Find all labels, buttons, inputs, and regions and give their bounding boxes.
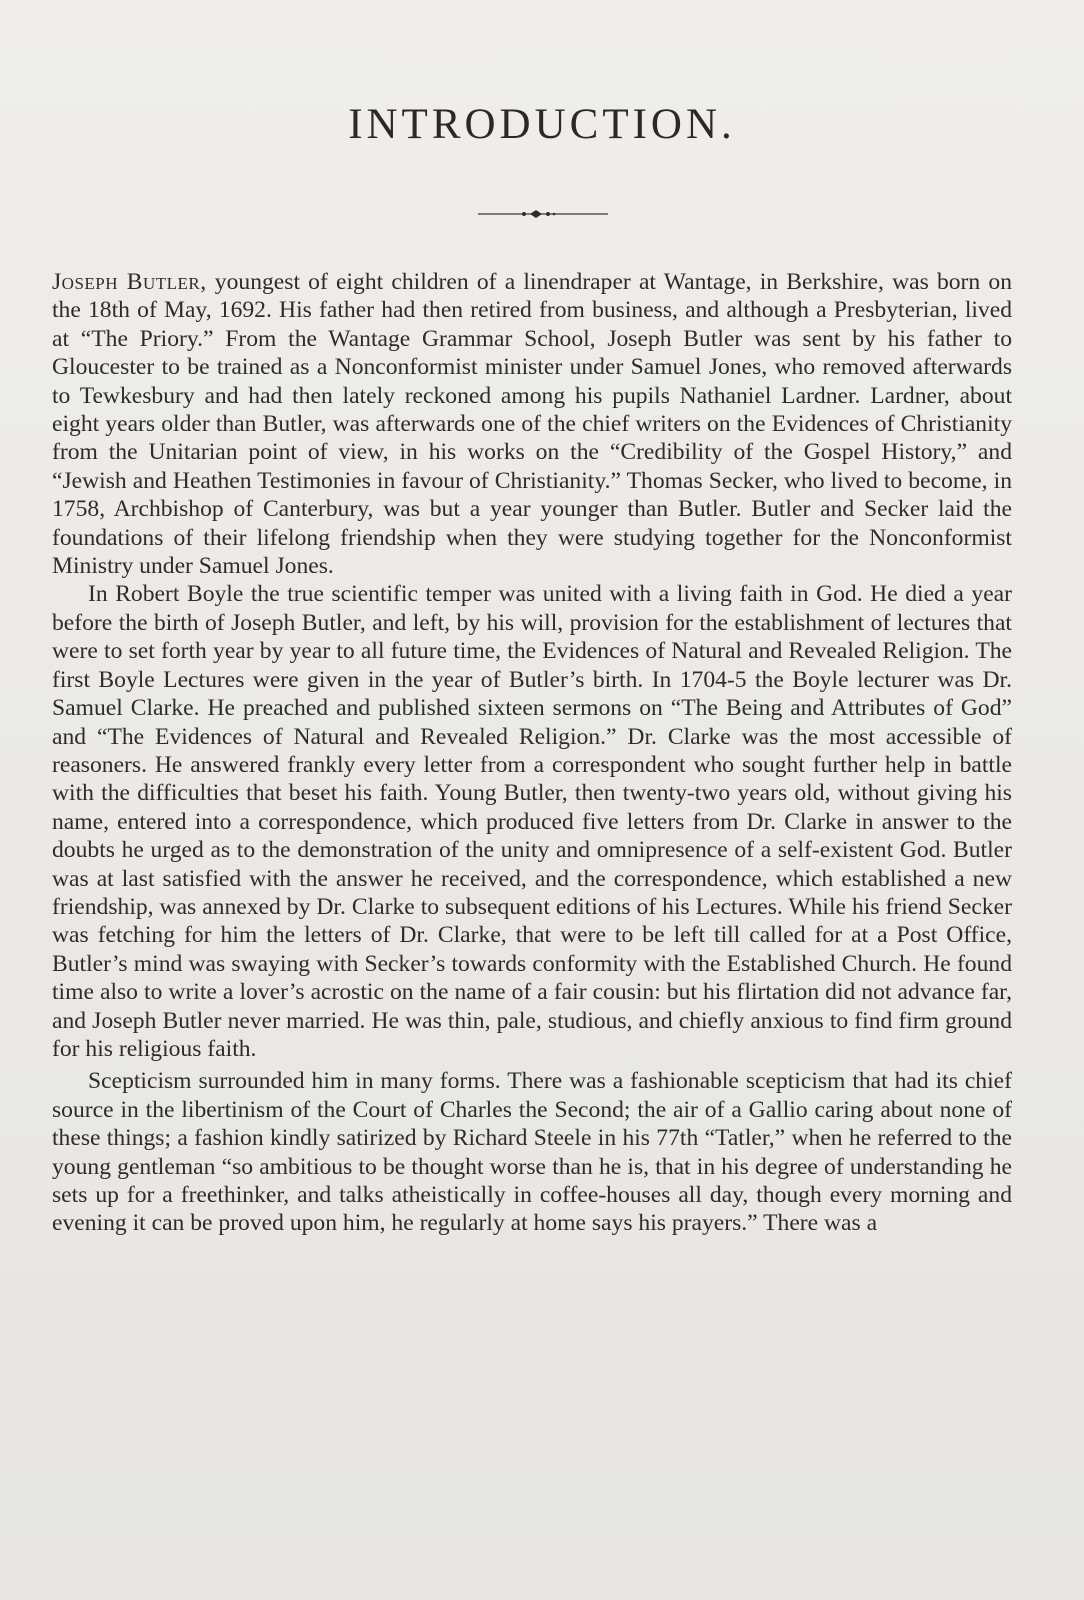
paragraph-2: In Robert Boyle the true scientific temper was united with a living faith in God. He died a year before the birth of Joseph Butler, and left, by his will, provision for the establishment of lectures that were to set forth year by year to all future time, the Evidences of Natural and Revealed Religion. The first Boyle Lectures were given in the year of Butler’s birth. In 1704-5 the Boyle lecturer was Dr. Samuel Clarke. He preached and published sixteen sermons on “The Being and Attributes of God” and “The Evidences of Natural and Revealed Religion.” Dr. Clarke was the most accessible of reasoners. He answered frankly every letter from a correspondent who sought further help in battle with the difficulties that beset his faith. Young Butler, then twenty-two years old, without giving his name, entered into a correspondence, which produced five letters from Dr. Clarke in answer to the doubts he urged as to the demonstration of the unity and omnipresence of a self-existent God. Butler was at last satisfied with the answer he received, and the correspondence, which established a new friendship, was annexed by Dr. Clarke to subsequent editions of his Lectures. While his friend Secker was fetching for him the letters of Dr. Clarke, that were to be left till called for at a Post Office, Butler’s mind was swaying with Secker’s towards conformity with the Established Church. He found time also to write a lover’s acrostic on the name of a fair cousin: but his flirtation did not advance far, and Joseph Butler never married. He was thin, pale, studious, and chiefly anxious to find firm ground for his religious faith.: [52, 581, 1012, 1062]
paragraph-1-text: youngest of eight children of a linendraper at Wantage, in Berkshire, was born on the 18th of May, 1692. His father had then retired from business, and although a Presbyterian, lived at “The Priory.” From the Wantage Grammar School, Joseph Butler was sent by his father to Gloucester to be trained as a Nonconformist minister under Samuel Jones, who removed afterwards to Tewkesbury and had then lately reckoned among his pupils Nathaniel Lardner. Lardner, about eight years older than Butler, was afterwards one of the chief writers on the Evidences of Christianity from the Unitarian point of view, in his works on the “Credibility of the Gospel History,” and “Jewish and Heathen Testimonies in favour of Christianity.” Thomas Secker, who lived to become, in 1758, Archbishop of Canterbury, was but a year younger than Butler. Butler and Secker laid the foundations of their lifelong friendship when they were studying together for the Nonconformist Ministry under Samuel Jones.: [52, 269, 1012, 580]
divider-ornament-icon: [478, 206, 608, 222]
body-text: [52, 268, 1012, 1238]
page-title: INTRODUCTION.: [348, 101, 736, 148]
lead-name: Joseph Butler,: [52, 269, 207, 295]
paragraph-3: Scepticism surrounded him in many forms. There was a fashionable scepticism that had its chief source in the libertinism of the Court of Charles the Second; the air of a Gallio caring about none of these things; a fashion kindly satirized by Richard Steele in his 77th “Tatler,” when he referred to the young gentleman “so ambitious to be thought worse than he is, that in his degree of understanding he sets up for a freethinker, and talks atheistically in coffee-houses all day, though every morning and evening it can be proved upon him, he regularly at home says his prayers.” There was a: [52, 1068, 1012, 1237]
paragraph-1: [52, 268, 1012, 580]
